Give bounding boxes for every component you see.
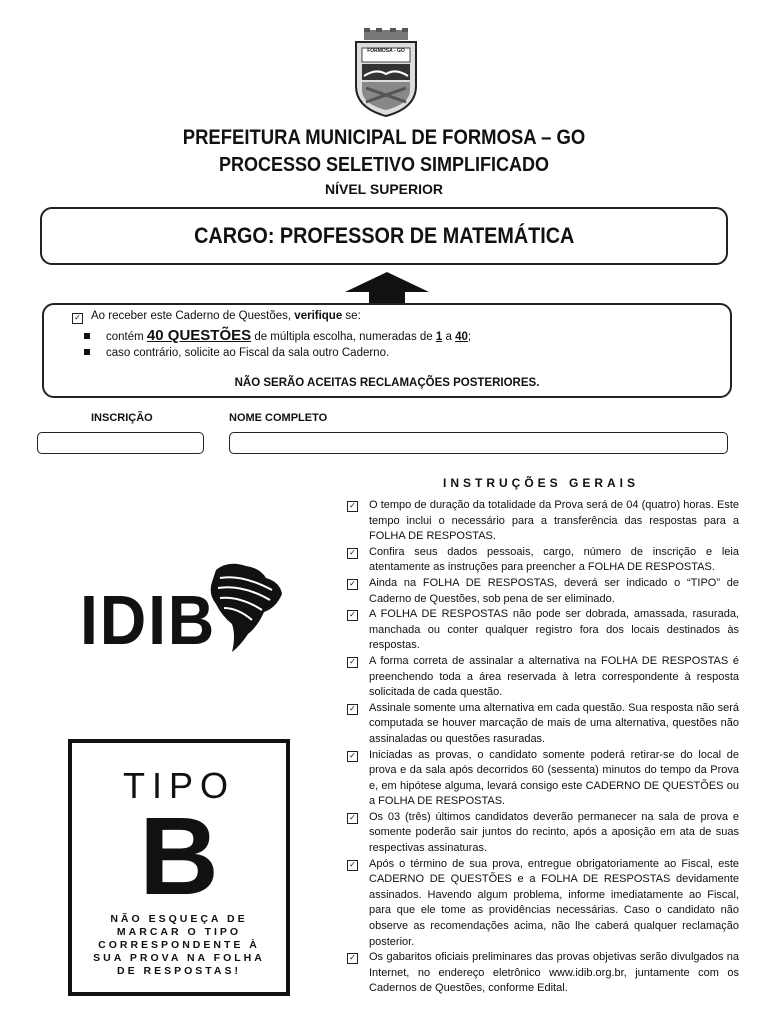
instruction-item: ✓ A FOLHA DE RESPOSTAS não pode ser dobrada, amassada, rasurada, manchada ou conter qualquer registro fora dos locais destinados às respostas. (346, 607, 739, 654)
checkbox-icon: ✓ (347, 813, 358, 824)
instruction-item: ✓ Após o término de sua prova, entregue obrigatoriamente ao Fiscal, este CADERNO DE QUESTÕES e a FOLHA DE RESPOSTAS devidamente assinados. Havendo algum problema, informe imediatamente ao Fiscal, para que ele tome as providências necessárias. Caso o candidato não observe as recomendações acima, não lhe caberá qualquer reclamação posterior. (346, 857, 739, 951)
inscricao-field[interactable] (37, 432, 204, 454)
instruction-item: ✓ A forma correta de assinalar a alternativa na FOLHA DE RESPOSTAS é preenchendo toda a área reservada à letra correspondente à resposta solicitada de cada questão. (346, 654, 739, 701)
coat-of-arms-label: FORMOSA - GO (367, 48, 405, 54)
instruction-item: ✓ Confira seus dados pessoais, cargo, número de inscrição e leia atentamente as instruções para preencher a FOLHA DE RESPOSTAS. (346, 545, 739, 576)
coat-of-arms-icon (350, 28, 422, 118)
instruction-item: ✓ Os 03 (três) últimos candidatos deverão permanecer na sala de prova e somente poderão sair juntos do recinto, após a aposição em ata de suas respectivas assinaturas. (346, 810, 739, 857)
inscricao-label: INSCRIÇÃO (91, 412, 153, 424)
instruction-item: ✓ Iniciadas as provas, o candidato somente poderá retirar-se do local de prova e da sala após decorridos 60 (sessenta) minutos do tempo da Prova e, em hipótese alguma, levará consigo este CADERNO DE QUESTÕES ou a FOLHA DE RESPOSTAS. (346, 748, 739, 810)
cargo-title: CARGO: PROFESSOR DE MATEMÁTICA (193, 223, 575, 248)
instructions-title: INSTRUÇÕES GERAIS (442, 476, 639, 490)
checkbox-icon: ✓ (347, 860, 358, 871)
checkbox-icon: ✓ (347, 548, 358, 559)
verify-item-questions: contém 40 QUESTÕES de múltipla escolha, numeradas de 1 a 40; (66, 327, 471, 344)
bullet-icon (84, 333, 90, 339)
tipo-reminder: NÃO ESQUEÇA DE MARCAR O TIPO CORRESPONDENTE À SUA PROVA NA FOLHA DE RESPOSTAS! (93, 913, 265, 977)
checkbox-icon: ✓ (347, 501, 358, 512)
idib-logo (80, 560, 290, 660)
verify-warning: NÃO SERÃO ACEITAS RECLAMAÇÕES POSTERIORES. (234, 377, 540, 389)
brazil-map-icon (202, 560, 284, 654)
header-level: NÍVEL SUPERIOR (325, 181, 443, 197)
instruction-item: ✓ Ainda na FOLHA DE RESPOSTAS, deverá ser indicado o “TIPO” de Caderno de Questões, sob pena de ser eliminado. (346, 576, 739, 607)
instruction-item: ✓ O tempo de duração da totalidade da Prova será de 04 (quatro) horas. Este tempo inclui o necessário para a transferência das respostas para a FOLHA DE RESPOSTAS. (346, 498, 739, 545)
cargo-box (40, 207, 728, 265)
checkbox-icon: ✓ (72, 313, 83, 324)
instructions-list (346, 498, 739, 997)
instruction-item: ✓ Os gabaritos oficiais preliminares das provas objetivas serão divulgados na Internet, no endereço eletrônico www.idib.org.br, juntamente com os Cadernos de Questões, conforme Edital. (346, 950, 739, 997)
tipo-box (68, 739, 290, 996)
header-subtitle: PROCESSO SELETIVO SIMPLIFICADO (218, 154, 550, 176)
arrow-up-icon (343, 270, 431, 306)
instruction-item: ✓ Assinale somente uma alternativa em cada questão. Sua resposta não será computada se houver marcação de mais de uma alternativa, questões não assinaladas ou questões rasuradas. (346, 701, 739, 748)
verify-box (42, 303, 732, 398)
checkbox-icon: ✓ (347, 579, 358, 590)
idib-logo-text: IDIB (80, 581, 217, 659)
verify-item-replace: caso contrário, solicite ao Fiscal da sala outro Caderno. (66, 347, 389, 359)
verify-intro: ✓ Ao receber este Caderno de Questões, verifique se: (72, 310, 361, 323)
nome-field[interactable] (229, 432, 728, 454)
checkbox-icon: ✓ (347, 953, 358, 964)
tipo-letter: B (139, 795, 219, 918)
checkbox-icon: ✓ (347, 751, 358, 762)
bullet-icon (84, 349, 90, 355)
header-title: PREFEITURA MUNICIPAL DE FORMOSA – GO (182, 126, 586, 149)
nome-label: NOME COMPLETO (229, 412, 328, 424)
checkbox-icon: ✓ (347, 704, 358, 715)
checkbox-icon: ✓ (347, 610, 358, 621)
checkbox-icon: ✓ (347, 657, 358, 668)
tipo-label: TIPO (122, 765, 235, 806)
